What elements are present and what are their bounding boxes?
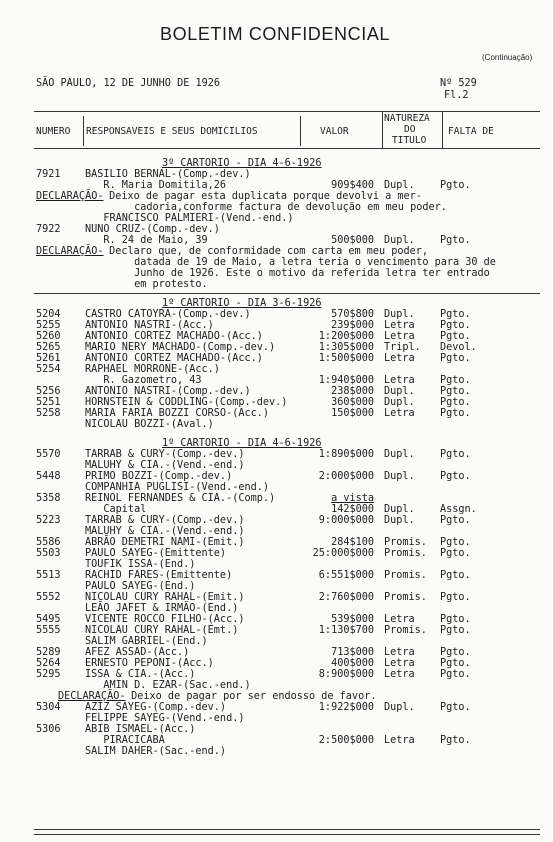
entry-nature: Letra [384,647,415,658]
entry-value: 284$100 [331,537,374,548]
section-heading: 3º CARTORIO - DIA 4-6-1926 [162,158,322,169]
entry-number: 5570 [36,449,61,460]
entry-number: 5254 [36,364,61,375]
entry-party: AFEZ ASSAD-(Acc.) [85,647,190,658]
entry-party: R. Maria Domitila,26 [85,180,227,191]
entry-value: 400$000 [331,658,374,669]
header-bottom-rule [34,148,540,149]
entry-value: 142$000 [331,504,374,515]
entry-number: 5258 [36,408,61,419]
col-header-numero: NUMERO [36,126,71,137]
entry-value: 1:200$000 [318,331,374,342]
entry-value: 1:922$000 [318,702,374,713]
entry-number: 5555 [36,625,61,636]
entry-party: PAULO SAYEG-(Emittente) [85,548,227,559]
entry-party: ABRÃO DEMETRI NAMI-(Emit.) [85,537,245,548]
entry-reason: Devol. [440,342,477,353]
entry-number: 5204 [36,309,61,320]
date-line: SÃO PAULO, 12 DE JUNHO DE 1926 [36,78,221,89]
entry-party: R. Gazometro, 43 [85,375,202,386]
entry-reason: Pgto. [440,375,471,386]
entry-number: 5503 [36,548,61,559]
entry-party: cadoria,conforme factura de devolução em meu poder. [85,202,447,213]
section-heading: 1º CARTORIO - DIA 3-6-1926 [162,298,322,309]
entry-nature: Dupl. [384,386,415,397]
entry-reason: Pgto. [440,353,471,364]
header-top-rule [34,111,540,112]
entry-party: ANTONIO NASTRI-(Comp.-dev.) [85,386,251,397]
entry-number: 5448 [36,471,61,482]
entry-nature: Dupl. [384,309,415,320]
entry-nature: Letra [384,320,415,331]
entry-reason: Pgto. [440,309,471,320]
entry-value: a vista [331,493,374,504]
entry-number: 5304 [36,702,61,713]
declaration-label: DECLARAÇÃO- [36,191,104,202]
entry-number: 5261 [36,353,61,364]
entry-party: RAPHAEL MORRONE-(Acc.) [85,364,220,375]
entry-number: 7921 [36,169,61,180]
entry-party: Junho de 1926. Este o motivo da referida letra ter entrado [85,268,490,279]
col-header-falta: FALTA DE [448,126,494,137]
entry-number: 5256 [36,386,61,397]
entry-number: 5251 [36,397,61,408]
page-title: BOLETIM CONFIDENCIAL [160,24,391,44]
entry-value: 500$000 [331,235,374,246]
entry-party: NICOLAU BOZZI-(Aval.) [85,419,214,430]
entry-number: 5265 [36,342,61,353]
entry-party: MARIO NERY MACHADO-(Comp.-dev.) [85,342,276,353]
entry-reason: Pgto. [440,570,471,581]
entry-reason: Pgto. [440,408,471,419]
entry-nature: Dupl. [384,504,415,515]
entry-reason: Assgn. [440,504,477,515]
entry-nature: Tripl. [384,342,421,353]
entry-party: MALUHY & CIA.-(Vend.-end.) [85,460,245,471]
entry-reason: Pgto. [440,614,471,625]
entry-nature: Dupl. [384,235,415,246]
entry-reason: Pgto. [440,592,471,603]
declaration-label: DECLARAÇÃO- [36,246,104,257]
entry-party: NICOLAU CURY RAHAL-(Emt.) [85,625,239,636]
entry-party: TOUFIK ISSA-(End.) [85,559,196,570]
entry-nature: Letra [384,408,415,419]
entry-party: TARRAB & CURY-(Comp.-dev.) [85,449,245,460]
entry-number: 5264 [36,658,61,669]
entry-reason: Pgto. [440,702,471,713]
entry-nature: Promis. [384,592,427,603]
entry-party: ISSA & CIA.-(Acc.) [85,669,196,680]
entry-party: AMIN D. EZAR-(Sac.-end.) [85,680,251,691]
entry-reason: Pgto. [440,471,471,482]
col-divider-3 [382,112,383,148]
entry-party: R. 24 de Maio, 39 [85,235,208,246]
col-header-responsaveis: RESPONSAVEIS E SEUS DOMICILIOS [86,126,258,137]
entry-reason: Pgto. [440,647,471,658]
entry-nature: Promis. [384,548,427,559]
entry-party: PIRACICABA [85,735,165,746]
entry-reason: Pgto. [440,625,471,636]
entry-number: 5495 [36,614,61,625]
entry-party: VICENTE ROCCO FILHO-(Acc.) [85,614,245,625]
entry-party: MALUHY & CIA.-(Vend.-end.) [85,526,245,537]
declaration-text: Declaro que, de conformidade com carta em meu poder, [103,246,429,257]
entry-party: BASILIO BERNAL-(Comp.-dev.) [85,169,251,180]
entry-value: 1:500$000 [318,353,374,364]
entry-party: ANTONIO CORTEZ MACHADO-(Acc.) [85,353,263,364]
entry-reason: Pgto. [440,537,471,548]
entry-value: 909$400 [331,180,374,191]
entry-party: ANTONIO NASTRI-(Acc.) [85,320,214,331]
entry-nature: Dupl. [384,702,415,713]
entry-nature: Letra [384,669,415,680]
entry-nature: Dupl. [384,180,415,191]
footer-rule-2 [34,834,540,835]
entry-value: 8:900$000 [318,669,374,680]
entry-nature: Dupl. [384,397,415,408]
bulletin-number: Nº 529 [440,78,477,89]
continuation-label: (Continuação) [482,53,533,62]
entry-party: AZIZ SAYEG-(Comp.-dev.) [85,702,227,713]
entry-party: HORNSTEIN & CODDLING-(Comp.-dev.) [85,397,288,408]
entry-party: REINOL FERNANDES & CIA.-(Comp.) [85,493,276,504]
entry-nature: Letra [384,353,415,364]
entry-value: 2:760$000 [318,592,374,603]
entry-party: FELIPPE SAYEG-(Vend.-end.) [85,713,245,724]
entry-number: 5358 [36,493,61,504]
entry-value: 2:500$000 [318,735,374,746]
entry-reason: Pgto. [440,397,471,408]
entry-party: PRIMO BOZZI-(Comp.-dev.) [85,471,233,482]
entry-reason: Pgto. [440,386,471,397]
col-header-natureza: NATUREZA [384,113,430,124]
declaration-text: Deixo de pagar por ser endosso de favor. [125,691,377,702]
entry-nature: Dupl. [384,449,415,460]
declaration-label: DECLARAÇÃO- [58,691,126,702]
entry-value: 150$000 [331,408,374,419]
entry-party: LEÃO JAFET & IRMÃO-(End.) [85,603,239,614]
entry-reason: Pgto. [440,449,471,460]
entry-value: 9:000$000 [318,515,374,526]
entry-reason: Pgto. [440,658,471,669]
entry-reason: Pgto. [440,331,471,342]
entry-number: 5223 [36,515,61,526]
entry-nature: Letra [384,331,415,342]
entry-number: 5586 [36,537,61,548]
entry-value: 6:551$000 [318,570,374,581]
entry-value: 1:890$000 [318,449,374,460]
section-heading: 1º CARTORIO - DIA 4-6-1926 [162,438,322,449]
entry-party: ERNESTO PEPONI-(Acc.) [85,658,214,669]
entry-value: 1:130$700 [318,625,374,636]
entry-number: 5295 [36,669,61,680]
entry-value: 239$000 [331,320,374,331]
entry-reason: Pgto. [440,320,471,331]
entry-party: ANTONIO CORTEZ MACHADO-(Acc.) [85,331,263,342]
entry-party: MARIA FARIA BOZZI CORSO-(Acc.) [85,408,270,419]
entry-number: 5289 [36,647,61,658]
entry-party: COMPANHIA PUGLISI-(Vend.-end.) [85,482,270,493]
entry-value: 25:000$000 [312,548,374,559]
entry-party: RACHID FARES-(Emittente) [85,570,233,581]
entry-number: 5552 [36,592,61,603]
entry-value: 238$000 [331,386,374,397]
entry-value: 539$000 [331,614,374,625]
entry-nature: Dupl. [384,515,415,526]
col-header-natureza-titulo: TITULO [392,135,427,146]
entry-reason: Pgto. [440,548,471,559]
entry-nature: Letra [384,375,415,386]
footer-rule-1 [34,829,540,830]
entry-party: CASTRO CATOYRA-(Comp.-dev.) [85,309,251,320]
entry-value: 1:305$000 [318,342,374,353]
entry-party: ABIB ISMAEL-(Acc.) [85,724,196,735]
entry-nature: Letra [384,658,415,669]
col-header-natureza-do: DO [404,124,416,135]
declaration-text: Deixo de pagar esta duplicata porque devolvi a mer- [103,191,422,202]
entry-reason: Pgto. [440,515,471,526]
entry-number: 7922 [36,224,61,235]
entry-reason: Pgto. [440,235,471,246]
entry-party: PAULO SAYEG-(End.) [85,581,196,592]
entry-nature: Promis. [384,625,427,636]
entry-party: SALIM GABRIEL-(End.) [85,636,208,647]
entry-nature: Letra [384,735,415,746]
entry-number: 5260 [36,331,61,342]
entry-party: datada de 19 de Maio, a letra teria o vencimento para 30 de [85,257,496,268]
entry-party: SALIM DAHER-(Sac.-end.) [85,746,227,757]
page-folio: Fl.2 [444,90,469,101]
entry-party: NUNO CRUZ-(Comp.-dev.) [85,224,220,235]
entry-party: TARRAB & CURY-(Comp.-dev.) [85,515,245,526]
entry-reason: Pgto. [440,669,471,680]
entry-nature: Dupl. [384,471,415,482]
col-divider-4 [442,112,443,148]
entry-nature: Promis. [384,570,427,581]
entry-nature: Letra [384,614,415,625]
entry-value: 1:940$000 [318,375,374,386]
col-divider-1 [83,116,84,146]
entry-number: 5513 [36,570,61,581]
col-divider-2 [300,116,301,146]
section-rule [34,293,540,294]
entry-party: em protesto. [85,279,208,290]
entry-nature: Promis. [384,537,427,548]
entry-party: Capital [85,504,147,515]
entry-value: 713$000 [331,647,374,658]
entry-party: FRANCISCO PALMIERI-(Vend.-end.) [85,213,294,224]
entry-value: 570$800 [331,309,374,320]
entry-party: NICOLAU CURY RAHAL-(Emit.) [85,592,245,603]
col-header-valor: VALOR [320,126,349,137]
entry-value: 360$000 [331,397,374,408]
entry-reason: Pgto. [440,735,471,746]
entry-number: 5255 [36,320,61,331]
entry-number: 5306 [36,724,61,735]
entry-reason: Pgto. [440,180,471,191]
entry-value: 2:000$000 [318,471,374,482]
